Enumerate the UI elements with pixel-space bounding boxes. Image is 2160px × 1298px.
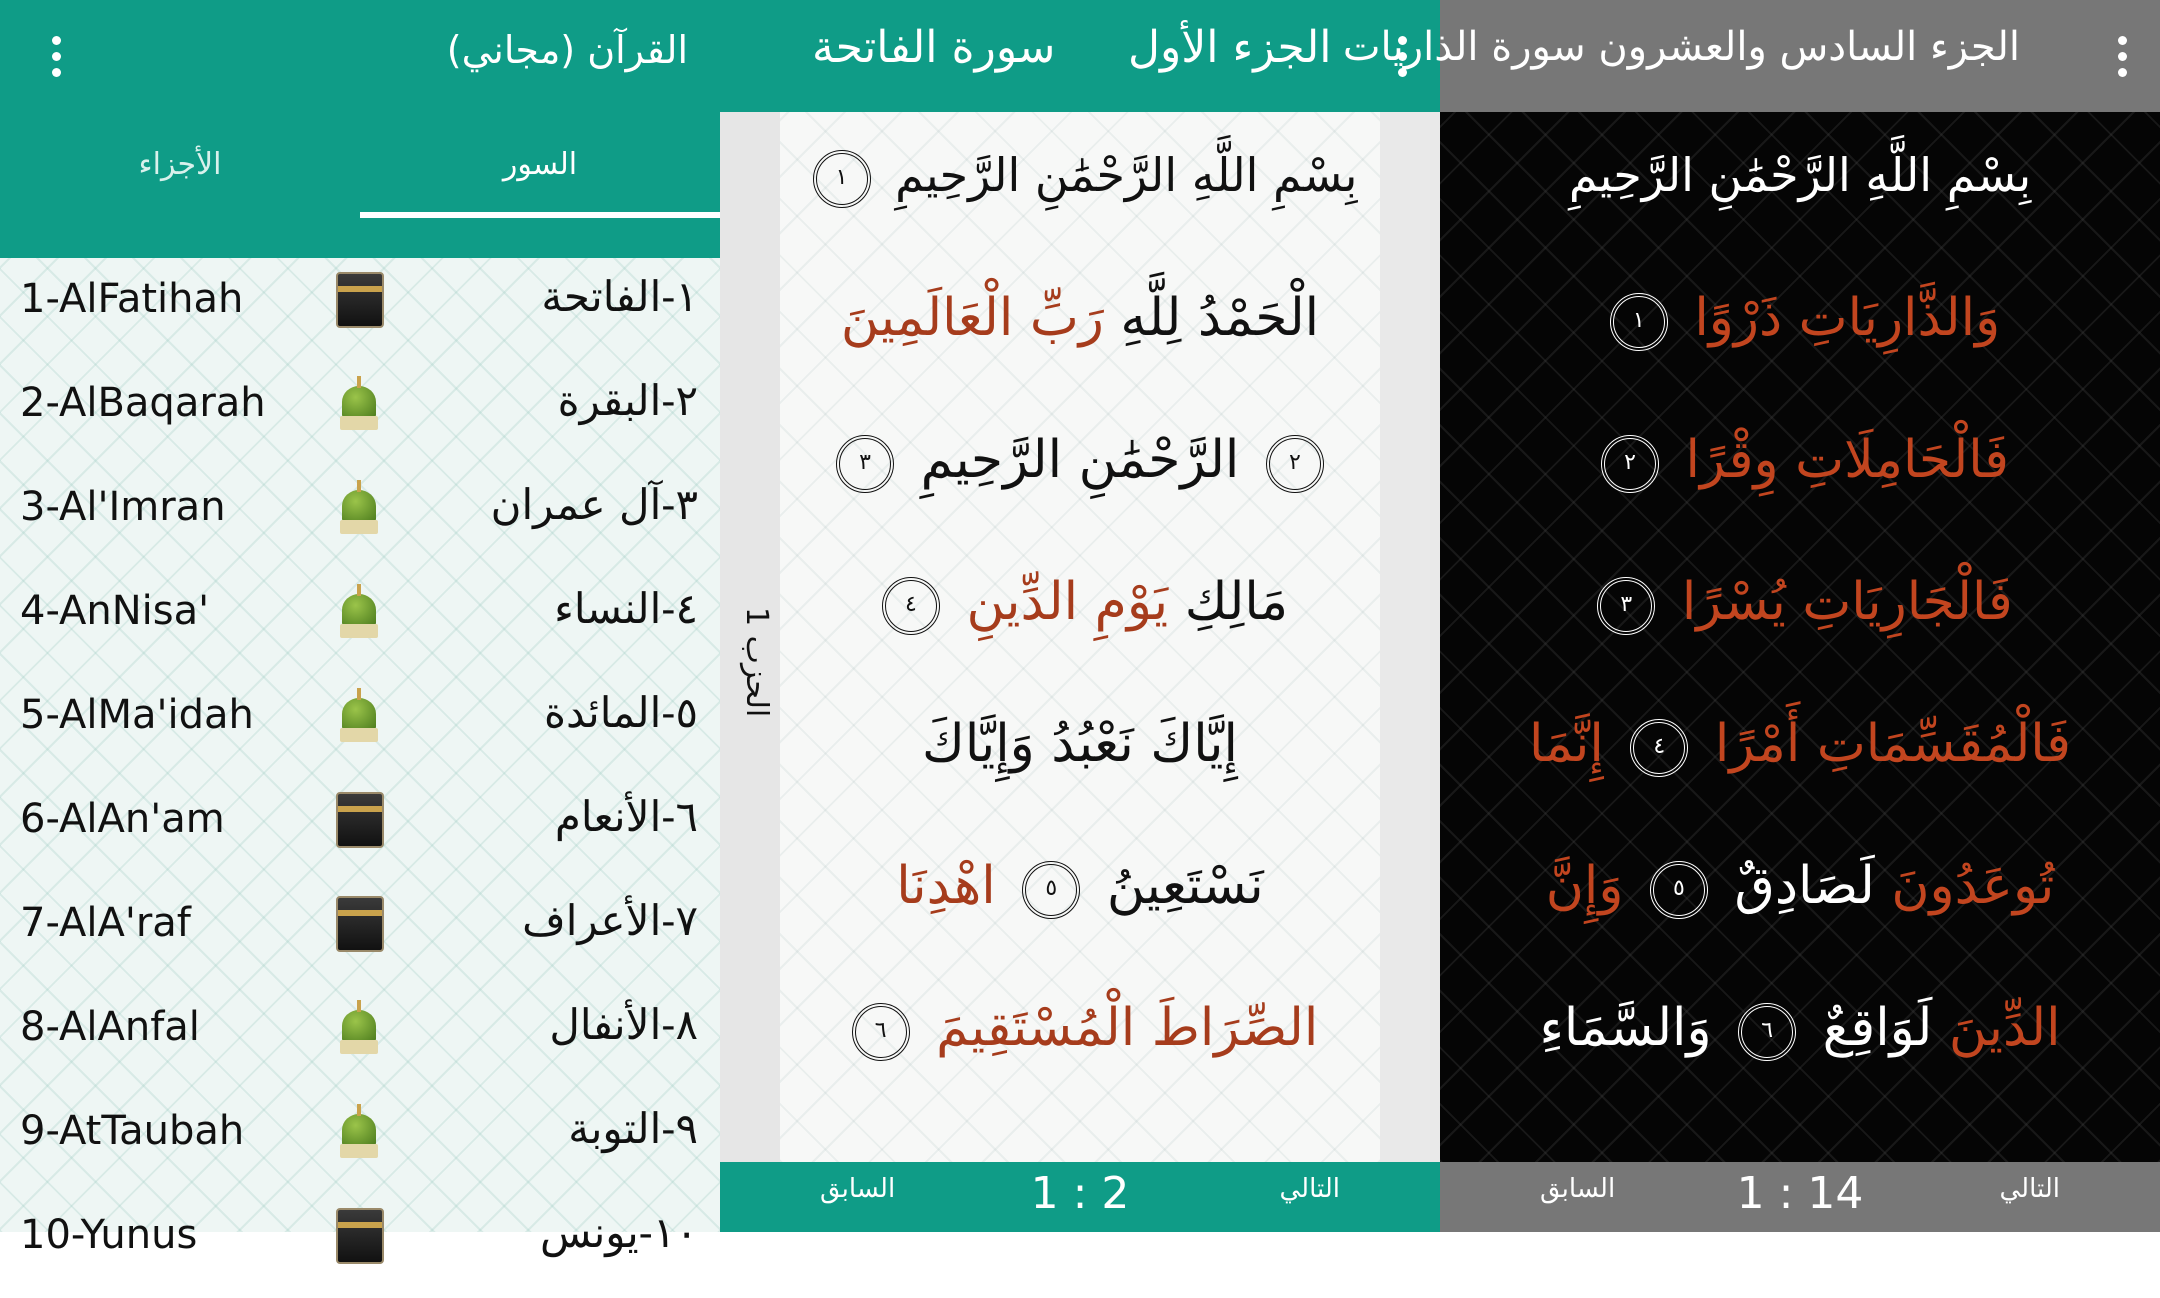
page-navigation-bar [720, 1162, 1440, 1232]
list-item[interactable] [0, 778, 720, 882]
ayah-number-marker: ٣ [1597, 577, 1655, 635]
surah-name-ar: ٢-البقرة [557, 376, 698, 425]
juz-title: الجزء الأول [1128, 22, 1332, 73]
ayah-number-marker: ٥ [1022, 861, 1080, 919]
list-item[interactable] [0, 258, 720, 362]
ayah-text: اهْدِنَا [896, 856, 996, 916]
ayah-line [1500, 430, 2100, 493]
surah-name-ar: ٧-الأعراف [522, 896, 698, 945]
surah-title: سورة الفاتحة [812, 22, 1056, 73]
surah-name-en: 4-AnNisa' [20, 588, 210, 634]
surah-name-en: 6-AlAn'am [20, 796, 225, 842]
ayah-text: وَالسَّمَاءِ [1539, 998, 1712, 1058]
ayah-line [1500, 572, 2100, 635]
ayah-line [1500, 998, 2100, 1061]
ayah-text: تُوعَدُونَ [1891, 856, 2055, 916]
hizb-label: الحزب 1 [739, 606, 774, 718]
ayah-text: الصِّرَاطَ الْمُسْتَقِيمَ [936, 998, 1319, 1058]
reader-screen-light [720, 0, 1440, 1232]
tab-surahs[interactable]: السور [502, 147, 578, 182]
surah-name-en: 5-AlMa'idah [20, 692, 254, 738]
ayah-text: إِنَّمَا [1528, 714, 1604, 774]
dome-icon [336, 480, 386, 536]
list-item[interactable] [0, 1194, 720, 1298]
basmala-line [1500, 148, 2100, 202]
next-button[interactable]: التالي [1279, 1174, 1340, 1204]
basmala: بِسْمِ اللَّهِ الرَّحْمَٰنِ الرَّحِيمِ [1568, 148, 2032, 202]
surah-name-en: 3-Al'Imran [20, 484, 226, 530]
ayah-line [780, 572, 1380, 635]
list-item[interactable] [0, 362, 720, 466]
ayah-number-marker: ٤ [1630, 719, 1688, 777]
page-indicator: 1 : 2 [1030, 1168, 1130, 1219]
dome-icon [336, 688, 386, 744]
ayah-line [780, 714, 1380, 774]
hizb-strip [720, 112, 780, 1162]
surah-name-en: 9-AtTaubah [20, 1108, 245, 1154]
ayah-number-marker: ٣ [836, 435, 894, 493]
page-paper [780, 112, 1380, 1162]
surah-name-ar: ١٠-يونس [540, 1208, 698, 1257]
ayah-number-marker: ٦ [852, 1003, 910, 1061]
ayah-text: وَالذَّارِيَاتِ ذَرْوًا [1694, 288, 2001, 348]
ayah-text: فَالْحَامِلَاتِ وِقْرًا [1685, 430, 2009, 490]
kaaba-icon [336, 896, 386, 952]
previous-button[interactable]: السابق [1540, 1174, 1616, 1204]
kaaba-icon [336, 792, 386, 848]
ayah-number-marker: ٢ [1601, 435, 1659, 493]
dome-icon [336, 376, 386, 432]
overflow-menu-icon[interactable] [36, 26, 76, 86]
ayah-text: وَإِنَّ [1545, 856, 1624, 916]
surah-list-screen [0, 0, 720, 1258]
ayah-line [780, 288, 1380, 348]
ayah-number-marker: ١ [813, 150, 871, 208]
surah-name-en: 1-AlFatihah [20, 276, 244, 322]
surah-name-ar: ٨-الأنفال [549, 1000, 698, 1049]
kaaba-icon [336, 1208, 386, 1264]
previous-button[interactable]: السابق [820, 1174, 896, 1204]
ayah-number-marker: ٦ [1738, 1003, 1796, 1061]
reader-header [1342, 0, 2160, 112]
surah-list[interactable] [0, 258, 720, 1258]
ayah-line [780, 856, 1380, 919]
dome-icon [336, 1104, 386, 1160]
ayah-number-marker: ٤ [882, 577, 940, 635]
ayah-text: رَبِّ الْعَالَمِينَ [840, 288, 1104, 348]
app-title: القرآن (مجاني) [446, 28, 688, 72]
surah-name-en: 7-AlA'raf [20, 900, 191, 946]
ayah-text: فَالْجَارِيَاتِ يُسْرًا [1681, 572, 2013, 632]
list-item[interactable] [0, 986, 720, 1090]
page-indicator: 1 : 14 [1736, 1168, 1864, 1219]
mushaf-page[interactable] [1440, 112, 2160, 1162]
surah-name-ar: ٤-النساء [554, 584, 698, 633]
overflow-menu-icon[interactable] [2102, 26, 2142, 86]
ayah-text: مَالِكِ [1184, 572, 1289, 632]
dome-icon [336, 584, 386, 640]
ayah-line [1500, 714, 2100, 777]
basmala: بِسْمِ اللَّهِ الرَّحْمَٰنِ الرَّحِيمِ [895, 148, 1358, 202]
surah-name-ar: ٣-آل عمران [490, 480, 698, 529]
ayah-number-marker: ١ [1610, 293, 1668, 351]
ayah-line [1500, 288, 2100, 351]
surah-name-ar: ٥-المائدة [543, 688, 698, 737]
next-button[interactable]: التالي [1999, 1174, 2060, 1204]
list-item[interactable] [0, 674, 720, 778]
ayah-text: نَسْتَعِينُ [1106, 856, 1264, 916]
tab-juz[interactable]: الأجزاء [138, 147, 222, 182]
ayah-line [1500, 856, 2100, 919]
basmala-line [780, 148, 1380, 208]
surah-name-ar: ٦-الأنعام [554, 792, 698, 841]
ayah-text: لَصَادِقٌ [1734, 856, 1875, 916]
page-navigation-bar [1440, 1162, 2160, 1232]
ayah-text: الدِّينَ [1948, 998, 2061, 1058]
ayah-line [780, 998, 1380, 1061]
ayah-text: يَوْمِ الدِّينِ [966, 572, 1169, 632]
reader-screen-dark [1342, 0, 2160, 1232]
surah-name-ar: ٩-التوبة [568, 1104, 698, 1153]
ayah-line [780, 430, 1380, 493]
page-edge [1380, 112, 1440, 1162]
surah-name-en: 8-AlAnfal [20, 1004, 200, 1050]
kaaba-icon [336, 272, 386, 328]
app-bar [0, 0, 720, 258]
surah-name-ar: ١-الفاتحة [541, 272, 698, 321]
list-item[interactable] [0, 466, 720, 570]
ayah-text: الرَّحْمَٰنِ الرَّحِيمِ [920, 430, 1240, 490]
ayah-text: إِيَّاكَ نَعْبُدُ وَإِيَّاكَ [922, 714, 1238, 774]
ayah-text: لَوَاقِعٌ [1822, 998, 1933, 1058]
active-tab-indicator [360, 212, 720, 218]
list-item[interactable] [0, 570, 720, 674]
list-item[interactable] [0, 1090, 720, 1194]
list-item[interactable] [0, 882, 720, 986]
dome-icon [336, 1000, 386, 1056]
ayah-number-marker: ٥ [1650, 861, 1708, 919]
surah-name-en: 10-Yunus [20, 1212, 198, 1258]
surah-name-en: 2-AlBaqarah [20, 380, 266, 426]
ayah-number-marker: ٢ [1266, 435, 1324, 493]
ayah-text: الْحَمْدُ لِلَّهِ [1120, 288, 1320, 348]
mushaf-page[interactable] [720, 112, 1440, 1162]
juz-surah-title: الجزء السادس والعشرون سورة الذاريات [1342, 24, 2020, 70]
reader-header [720, 0, 1440, 112]
ayah-text: فَالْمُقَسِّمَاتِ أَمْرًا [1714, 714, 2072, 774]
